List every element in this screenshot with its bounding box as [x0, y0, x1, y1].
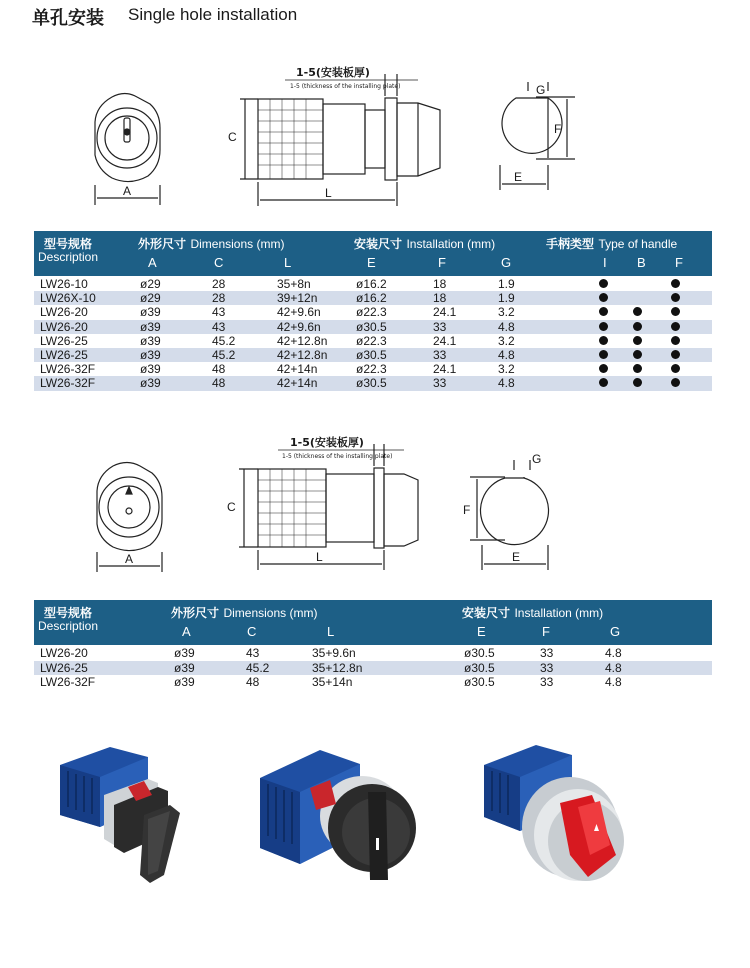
table-cell-f: 33 — [433, 376, 447, 391]
table-cell-f: 33 — [540, 660, 554, 675]
table-cell-f: 24.1 — [433, 333, 457, 348]
plate-thickness-label-en-2: 1-5 (thickness of the installing plate) — [282, 453, 393, 460]
table1-col-c: C — [214, 255, 224, 270]
table-cell-l: 35+14n — [312, 675, 353, 689]
table-cell-f: 33 — [433, 348, 447, 362]
table-cell-model: LW26-20 — [40, 305, 88, 320]
table-cell-e: ø16.2 — [356, 291, 387, 306]
table-cell-l: 42+12.8n — [277, 333, 328, 348]
table2-header-install: 安装尺寸 Installation (mm) — [462, 606, 604, 620]
table-cell-model: LW26-20 — [40, 646, 88, 660]
plate-thickness-label-cn: 1-5(安装板厚) — [296, 66, 370, 79]
table-cell-c: 45.2 — [246, 660, 270, 675]
table2-col-e: E — [477, 624, 486, 639]
table-cell-model: LW26-25 — [40, 660, 88, 675]
table-cell-e: ø22.3 — [356, 333, 387, 348]
table-cell-e: ø30.5 — [356, 348, 387, 362]
table2-header — [34, 600, 712, 645]
table-cell-c: 48 — [246, 675, 260, 689]
table1-col-b: B — [637, 255, 646, 270]
table-cell-model: LW26-25 — [40, 333, 88, 348]
table-cell-c: 43 — [212, 305, 226, 320]
dim-a-label-2: A — [125, 552, 134, 566]
table-cell-a: ø39 — [140, 348, 161, 362]
table1-col-handle-f: F — [675, 255, 683, 270]
table-cell-a: ø29 — [140, 277, 161, 291]
dim-a-label: A — [123, 184, 132, 198]
table-cell-a: ø39 — [174, 646, 195, 660]
table2-header-dims: 外形尺寸 Dimensions (mm) — [171, 606, 318, 620]
table2-col-l: L — [327, 624, 335, 639]
plate-thickness-label-en: 1-5 (thickness of the installing plate) — [290, 83, 401, 90]
photo-lever-handle-switch — [40, 735, 240, 895]
page-title-cn: 单孔安装 — [32, 8, 104, 29]
table1-header-install: 安装尺寸 Installation (mm) — [354, 237, 496, 251]
table-cell-e: ø30.5 — [356, 319, 387, 334]
table-row — [34, 661, 712, 676]
table-cell-e: ø30.5 — [464, 675, 495, 689]
table2-col-a: A — [182, 624, 191, 639]
table-row — [34, 675, 712, 690]
table-cell-l: 42+14n — [277, 376, 318, 391]
table-cell-g: 4.8 — [498, 319, 515, 334]
table-cell-e: ø16.2 — [356, 277, 387, 291]
table-cell-f: 33 — [540, 646, 554, 660]
table-cell-a: ø39 — [140, 362, 161, 377]
table-cell-model: LW26X-10 — [40, 291, 96, 306]
table1-header-model-cn: 型号规格 — [44, 237, 93, 251]
table1-header-model-en: Description — [38, 250, 99, 264]
table1-col-e: E — [367, 255, 376, 270]
table2-col-f: F — [542, 624, 550, 639]
table-cell-a: ø29 — [140, 291, 161, 306]
table-cell-g: 4.8 — [498, 348, 515, 362]
plate-thickness-label-cn-2: 1-5(安装板厚) — [290, 436, 364, 449]
table-cell-l: 35+9.6n — [312, 646, 356, 660]
table1-header-handle: 手柄类型 Type of handle — [546, 237, 678, 251]
table-cell-l: 35+12.8n — [312, 660, 363, 675]
table-cell-c: 43 — [212, 319, 226, 334]
table-cell-c: 28 — [212, 291, 226, 306]
table-cell-g: 4.8 — [605, 660, 622, 675]
table-cell-g: 3.2 — [498, 333, 515, 348]
table-cell-c: 28 — [212, 277, 226, 291]
table1-col-f: F — [438, 255, 446, 270]
table-cell-l: 42+9.6n — [277, 319, 321, 334]
dim-g-label-2: G — [532, 452, 542, 466]
table-cell-e: ø30.5 — [464, 660, 495, 675]
table-cell-a: ø39 — [140, 305, 161, 320]
table-row — [34, 646, 712, 661]
table-cell-e: ø22.3 — [356, 305, 387, 320]
table-cell-g: 3.2 — [498, 362, 515, 377]
table-cell-f: 24.1 — [433, 305, 457, 320]
table2-header-model-en: Description — [38, 619, 99, 633]
dim-e-label: E — [514, 170, 523, 184]
table-cell-c: 43 — [246, 646, 260, 660]
photo-knob-handle-switch — [250, 730, 450, 900]
dim-e-label-2: E — [512, 550, 521, 564]
table-cell-a: ø39 — [140, 376, 161, 391]
table2-col-g: G — [610, 624, 621, 639]
table-cell-g: 3.2 — [498, 305, 515, 320]
table-cell-g: 4.8 — [605, 646, 622, 660]
table-cell-g: 1.9 — [498, 291, 515, 306]
table-cell-g: 1.9 — [498, 277, 515, 291]
page-title-en: Single hole installation — [128, 5, 298, 24]
table-cell-a: ø39 — [174, 660, 195, 675]
table1-col-l: L — [284, 255, 292, 270]
table2-header-model-cn: 型号规格 — [44, 606, 93, 620]
table1-header-dims: 外形尺寸 Dimensions (mm) — [138, 237, 285, 251]
table-cell-model: LW26-20 — [40, 319, 88, 334]
table-cell-c: 48 — [212, 376, 226, 391]
photo-red-knob-switch — [460, 735, 660, 895]
table-cell-l: 39+12n — [277, 291, 318, 306]
table-cell-a: ø39 — [140, 319, 161, 334]
table-cell-c: 45.2 — [212, 333, 236, 348]
table1-col-a: A — [148, 255, 157, 270]
table1-col-i: I — [603, 255, 607, 270]
table1-col-g: G — [501, 255, 512, 270]
table-cell-a: ø39 — [174, 675, 195, 689]
table-cell-g: 4.8 — [605, 675, 622, 689]
table-cell-model: LW26-25 — [40, 348, 88, 362]
table-cell-model: LW26-32F — [40, 376, 96, 391]
table-cell-c: 48 — [212, 362, 226, 377]
table-cell-model: LW26-32F — [40, 362, 96, 377]
table-cell-l: 42+14n — [277, 362, 318, 377]
table-cell-f: 24.1 — [433, 362, 457, 377]
table-cell-f: 33 — [540, 675, 554, 689]
table-cell-e: ø22.3 — [356, 362, 387, 377]
table-cell-l: 35+8n — [277, 277, 311, 291]
table-cell-f: 18 — [433, 277, 447, 291]
table-cell-g: 4.8 — [498, 376, 515, 391]
dim-c-label-2: C — [227, 500, 236, 514]
table-cell-l: 42+9.6n — [277, 305, 321, 320]
table-cell-l: 42+12.8n — [277, 348, 328, 362]
table-cell-f: 33 — [433, 319, 447, 334]
table-cell-a: ø39 — [140, 333, 161, 348]
table-cell-model: LW26-32F — [40, 675, 96, 689]
dim-l-label-2: L — [316, 550, 323, 564]
table-cell-f: 18 — [433, 291, 447, 306]
table-cell-e: ø30.5 — [356, 376, 387, 391]
dim-g-label: G — [536, 83, 546, 97]
table-cell-model: LW26-10 — [40, 277, 88, 291]
dim-f-label: F — [554, 122, 562, 136]
table-cell-c: 45.2 — [212, 348, 236, 362]
table-cell-e: ø30.5 — [464, 646, 495, 660]
table2-col-c: C — [247, 624, 257, 639]
dim-l-label: L — [325, 186, 332, 200]
dim-f-label-2: F — [463, 503, 471, 517]
dim-c-label: C — [228, 130, 237, 144]
